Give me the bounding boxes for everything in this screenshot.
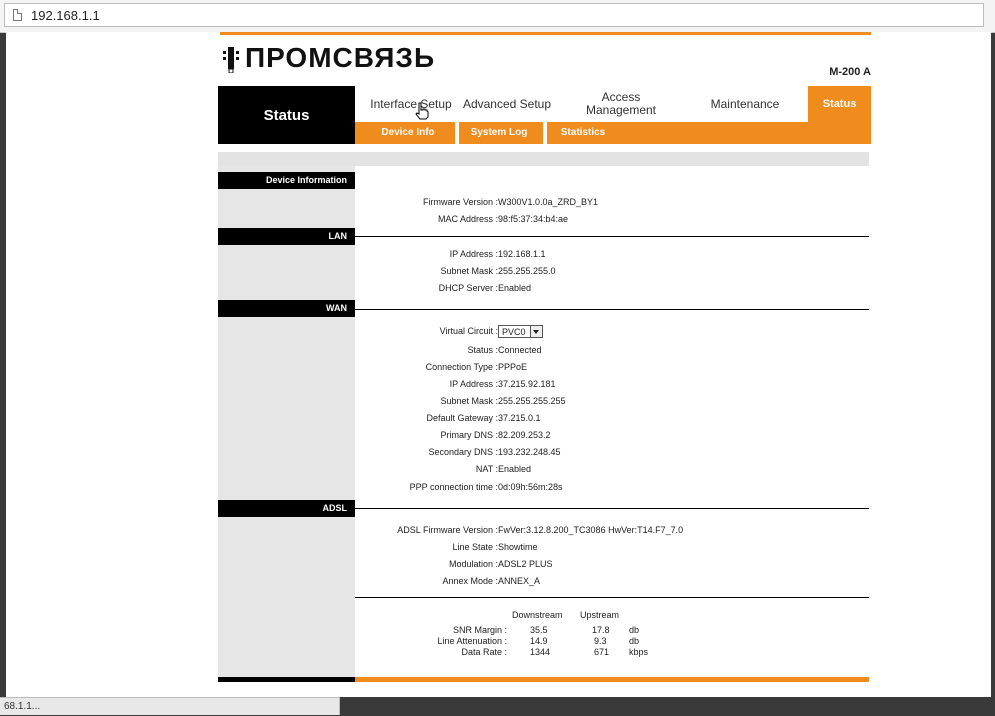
section-divider	[355, 597, 869, 598]
tab-advanced-setup[interactable]: Advanced Setup	[462, 96, 552, 111]
row-value	[498, 324, 543, 338]
section-title-wan: WAN	[218, 300, 355, 317]
subtab-device-info[interactable]: Device Info	[381, 127, 435, 138]
row-value: 82.209.253.2	[498, 430, 551, 440]
row-label: PPP connection time :	[409, 482, 498, 492]
stats-unit: db	[629, 625, 640, 635]
info-row	[355, 343, 869, 357]
row-label: Secondary DNS :	[428, 447, 498, 457]
stats-upstream-value: 9.3	[594, 636, 607, 646]
column-header-upstream: Upstream	[580, 610, 620, 620]
section-divider	[355, 236, 869, 237]
info-row	[355, 360, 869, 374]
info-row	[355, 523, 869, 537]
info-row	[355, 540, 869, 554]
info-row	[355, 428, 869, 442]
row-label: Firmware Version :	[422, 197, 498, 207]
info-row	[355, 281, 869, 295]
row-value: 37.215.0.1	[498, 413, 541, 423]
page-icon	[13, 9, 22, 21]
stats-row-label: Line Attenuation :	[437, 636, 507, 646]
stats-unit: db	[629, 636, 640, 646]
row-label: DHCP Server :	[438, 283, 498, 293]
current-section-title: Status	[218, 86, 355, 144]
logo-mark-icon	[221, 43, 241, 73]
tab-access-management[interactable]: Access Management	[585, 90, 657, 117]
row-value: PPPoE	[498, 362, 528, 372]
section-divider	[355, 508, 869, 509]
row-label: Subnet Mask :	[440, 396, 498, 406]
row-label: ADSL Firmware Version :	[397, 525, 498, 535]
row-label: Virtual Circuit :	[439, 326, 498, 336]
info-row	[355, 411, 869, 425]
hand-cursor-icon	[415, 102, 429, 120]
main-nav	[355, 86, 871, 122]
tab-interface-setup[interactable]: Interface Setup	[370, 96, 452, 111]
browser-address-bar	[0, 0, 995, 33]
stats-downstream-value: 35.5	[530, 625, 548, 635]
stats-upstream-value: 17.8	[592, 625, 610, 635]
top-accent-bar	[220, 32, 871, 35]
virtual-circuit-select[interactable]	[498, 325, 543, 338]
row-value: W300V1.0.0a_ZRD_BY1	[498, 197, 599, 207]
row-value: 192.168.1.1	[498, 249, 546, 259]
url-field[interactable]	[4, 3, 984, 27]
tab-status[interactable]: Status	[808, 86, 871, 122]
section-divider	[355, 309, 869, 310]
row-value: Connected	[498, 345, 542, 355]
section-title-device-info: Device Information	[218, 172, 355, 189]
row-label: NAT :	[475, 464, 498, 474]
row-label: Subnet Mask :	[440, 266, 498, 276]
row-value: Showtime	[498, 542, 538, 552]
row-value: 255.255.255.255	[498, 396, 566, 406]
section-title-lan: LAN	[218, 228, 355, 245]
info-row	[355, 462, 869, 476]
row-value: ADSL2 PLUS	[498, 559, 553, 569]
sub-nav	[355, 122, 871, 144]
select-value: PVC0	[502, 327, 526, 338]
row-label: Status :	[467, 345, 498, 355]
row-value: Enabled	[498, 464, 532, 474]
chevron-down-icon[interactable]	[530, 326, 542, 337]
model-label: M-200 A	[829, 66, 871, 78]
row-label: Modulation :	[448, 559, 498, 569]
info-row	[355, 394, 869, 408]
info-row	[355, 324, 869, 338]
url-text[interactable]: 192.168.1.1	[31, 8, 100, 23]
stats-unit: kbps	[629, 647, 649, 657]
tab-maintenance[interactable]: Maintenance	[710, 96, 780, 111]
browser-status-bar: 68.1.1...	[0, 697, 340, 715]
row-label: Primary DNS :	[440, 430, 498, 440]
info-row	[355, 480, 869, 494]
row-value: FwVer:3.12.8.200_TC3086 HwVer:T14.F7_7.0	[498, 525, 684, 535]
row-value: Enabled	[498, 283, 532, 293]
row-label: Default Gateway :	[426, 413, 498, 423]
info-row	[355, 557, 869, 571]
row-label: MAC Address :	[437, 214, 498, 224]
footer-bar-right	[355, 677, 869, 682]
logo-text: ПРОМСВЯЗЬ	[245, 42, 436, 73]
row-label: IP Address :	[449, 249, 498, 259]
browser-viewport	[6, 32, 991, 697]
info-row	[355, 247, 869, 261]
row-value: 0d:09h:56m:28s	[498, 482, 563, 492]
row-value: 98:f5:37:34:b4:ae	[498, 214, 569, 224]
row-label: Connection Type :	[425, 362, 498, 372]
row-value: 37.215.92.181	[498, 379, 556, 389]
stats-upstream-value: 671	[594, 647, 610, 657]
row-value: 255.255.255.0	[498, 266, 556, 276]
row-label: Annex Mode :	[442, 576, 498, 586]
column-header-downstream: Downstream	[512, 610, 563, 620]
info-row	[355, 212, 869, 226]
row-label: Line State :	[452, 542, 498, 552]
info-row	[355, 195, 869, 209]
row-value: 193.232.248.45	[498, 447, 561, 457]
row-label: IP Address :	[449, 379, 498, 389]
info-row	[355, 574, 869, 588]
footer-bar-left	[218, 677, 355, 682]
subtab-statistics[interactable]: Statistics	[560, 127, 606, 138]
subtab-system-log[interactable]: System Log	[470, 127, 528, 138]
stats-row-label: SNR Margin :	[452, 625, 507, 635]
info-row	[355, 377, 869, 391]
stats-downstream-value: 14.9	[530, 636, 548, 646]
stats-downstream-value: 1344	[530, 647, 551, 657]
content-header-strip	[218, 152, 869, 166]
stats-row-label: Data Rate :	[461, 647, 507, 657]
row-value: ANNEX_A	[498, 576, 541, 586]
info-row	[355, 264, 869, 278]
info-row	[355, 445, 869, 459]
section-title-adsl: ADSL	[218, 500, 355, 517]
